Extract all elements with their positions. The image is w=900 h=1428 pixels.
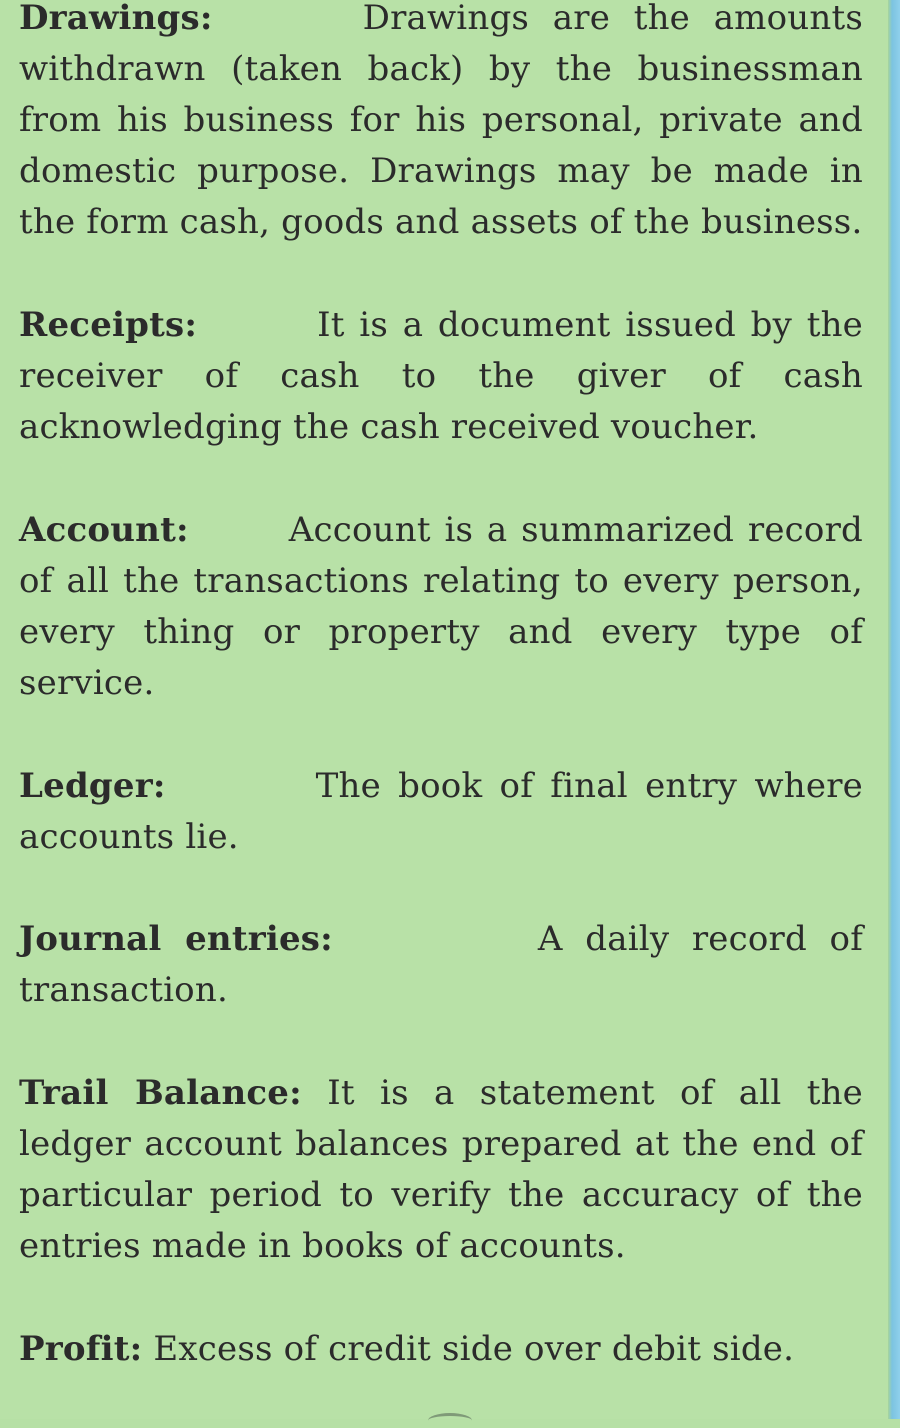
definition-journal-entries: A daily record of transaction.: [19, 919, 864, 1010]
definition-trail-balance: It is a statement of all the ledger account balances prepared at the end of particular period to verify the accuracy of the entries made in books of accounts.: [19, 1073, 863, 1266]
term-journal-entries: Journal entries:: [19, 919, 333, 959]
term-ledger: Ledger:: [19, 766, 166, 806]
scroll-indicator: [428, 1413, 472, 1428]
definition-ledger: The book of final entry where accounts lie.: [19, 766, 863, 857]
term-profit: Profit:: [19, 1329, 143, 1369]
term-trail-balance: Trail Balance:: [19, 1073, 302, 1113]
definition-profit: Excess of credit side over debit side.: [153, 1329, 795, 1369]
term-receipts: Receipts:: [19, 305, 198, 345]
glossary-entry-profit: [19, 1324, 863, 1375]
glossary-entry-receipts: [19, 300, 863, 453]
definition-receipts: It is a document issued by the receiver of cash to the giver of cash acknowledging the cash received voucher.: [19, 305, 863, 447]
glossary-entry-drawings: [19, 0, 863, 248]
glossary-entry-journal-entries: [19, 914, 863, 1016]
definition-account: Account is a summarized record of all the transactions relating to every person, every thing or property and every type of service.: [19, 510, 863, 703]
glossary-entry-trail-balance: [19, 1068, 863, 1272]
glossary-entry-ledger: [19, 761, 863, 863]
glossary-entry-account: [19, 505, 863, 709]
screen-edge: [888, 0, 900, 1419]
definition-drawings: Drawings are the amounts withdrawn (taken back) by the businessman from his business for his personal, private and domestic purpose. Drawings may be made in the form cash, goods and assets of the business.: [19, 0, 863, 242]
term-drawings: Drawings:: [19, 0, 213, 38]
term-account: Account:: [19, 510, 189, 550]
